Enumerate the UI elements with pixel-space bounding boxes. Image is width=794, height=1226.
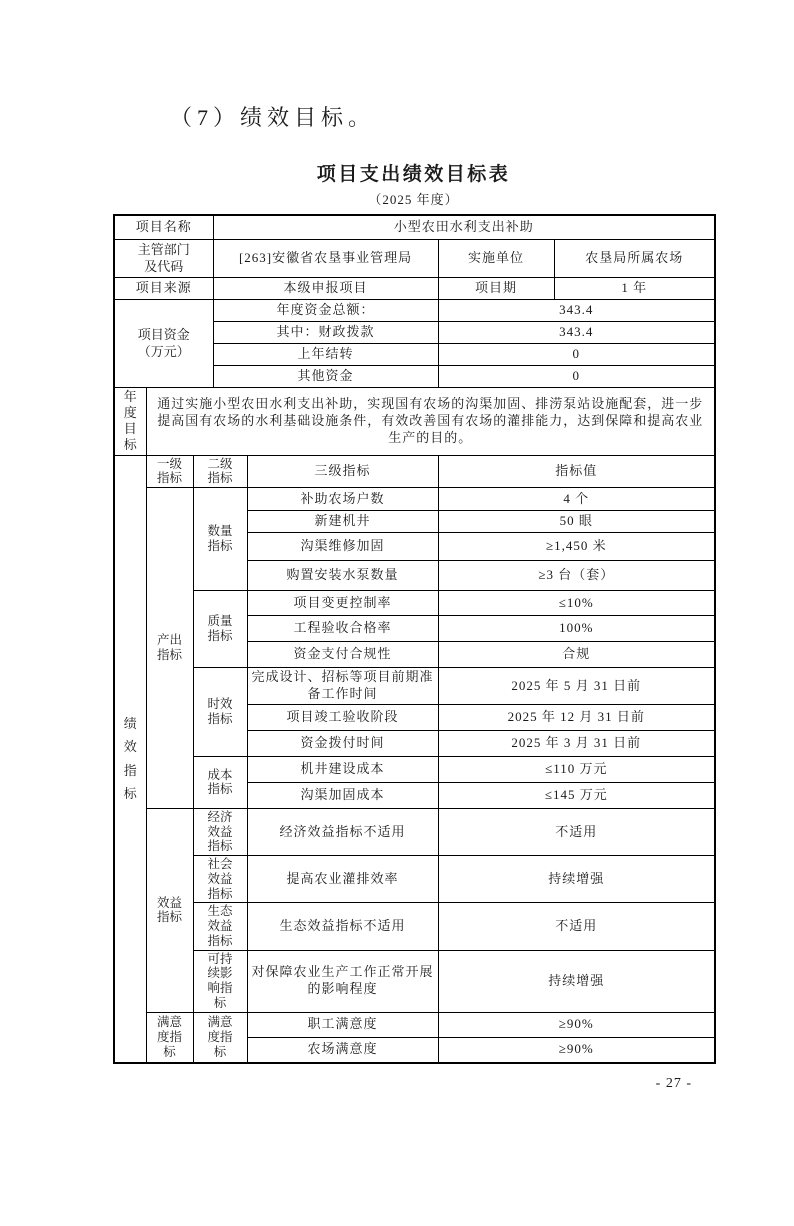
- level1-satisfaction: 满意度指标: [146, 1012, 193, 1063]
- project-period-value: 1 年: [554, 277, 715, 299]
- impl-unit-value: 农垦局所属农场: [554, 239, 715, 277]
- indicator-name: 提高农业灌排效率: [247, 856, 438, 903]
- indicator-name: 项目竣工验收阶段: [247, 704, 438, 730]
- indicator-name: 经济效益指标不适用: [247, 808, 438, 855]
- indicator-value: ≤10%: [438, 591, 715, 616]
- level2-social: 社会效益指标: [193, 856, 247, 903]
- document-body: [113, 159, 714, 1064]
- indicator-value: 100%: [438, 616, 715, 642]
- funds-carryover-value: 0: [438, 343, 715, 365]
- indicator-value: 持续增强: [438, 856, 715, 903]
- project-source-label: 项目来源: [114, 277, 213, 299]
- level1-benefit: 效益指标: [146, 808, 193, 1012]
- indicator-name: 工程验收合格率: [247, 616, 438, 642]
- indicator-value: 50 眼: [438, 511, 715, 533]
- level2-quality: 质量指标: [193, 591, 247, 668]
- level1-output: 产出指标: [146, 488, 193, 809]
- performance-target-table: [113, 214, 716, 1064]
- header-level2: 二级指标: [193, 455, 247, 488]
- indicator-value: ≥3 台（套）: [438, 561, 715, 591]
- indicator-value: 2025 年 3 月 31 日前: [438, 730, 715, 756]
- dept-label: 主管部门及代码: [114, 239, 213, 277]
- indicator-name: 农场满意度: [247, 1037, 438, 1063]
- funds-total-value: 343.4: [438, 299, 715, 321]
- indicator-value: ≤145 万元: [438, 782, 715, 808]
- indicator-name: 生态效益指标不适用: [247, 903, 438, 950]
- funds-total-label: 年度资金总额：: [213, 299, 438, 321]
- indicator-name: 沟渠加固成本: [247, 782, 438, 808]
- indicator-value: 4 个: [438, 488, 715, 511]
- indicator-name: 职工满意度: [247, 1012, 438, 1037]
- project-period-label: 项目期: [438, 277, 554, 299]
- table-title: 项目支出绩效目标表: [316, 164, 511, 185]
- header-level3: 三级指标: [247, 455, 438, 488]
- indicator-value: 不适用: [438, 808, 715, 855]
- header-level1: 一级指标: [146, 455, 193, 488]
- project-source-value: 本级申报项目: [213, 277, 438, 299]
- indicator-name: 资金拨付时间: [247, 730, 438, 756]
- level2-satisfaction: 满意度指标: [193, 1012, 247, 1063]
- impl-unit-label: 实施单位: [438, 239, 554, 277]
- table-subtitle: （2025 年度）: [368, 192, 459, 207]
- funds-fiscal-label: 其中：财政拨款: [213, 321, 438, 343]
- annual-goal-text: 通过实施小型农田水利支出补助，实现国有农场的沟渠加固、排涝泵站设施配套，进一步提高国有农场的水利基础设施条件，有效改善国有农场的灌排能力，达到保障和提高农业生产的目的。: [146, 387, 715, 455]
- page-number: - 27 -: [655, 1076, 692, 1092]
- indicator-name: 新建机井: [247, 511, 438, 533]
- dept-value: [263]安徽省农垦事业管理局: [213, 239, 438, 277]
- indicator-name: 资金支付合规性: [247, 642, 438, 668]
- indicator-name: 项目变更控制率: [247, 591, 438, 616]
- indicators-outer-label: 绩效指标: [114, 455, 146, 1063]
- indicator-value: ≥1,450 米: [438, 533, 715, 561]
- level2-time: 时效指标: [193, 668, 247, 757]
- indicator-value: ≥90%: [438, 1037, 715, 1063]
- indicator-name: 对保障农业生产工作正常开展的影响程度: [247, 950, 438, 1012]
- indicator-value: 2025 年 12 月 31 日前: [438, 704, 715, 730]
- funds-carryover-label: 上年结转: [213, 343, 438, 365]
- project-name-value: 小型农田水利支出补助: [213, 215, 715, 239]
- header-value: 指标值: [438, 455, 715, 488]
- indicator-value: 持续增强: [438, 950, 715, 1012]
- funds-other-label: 其他资金: [213, 365, 438, 387]
- indicator-name: 完成设计、招标等项目前期准备工作时间: [247, 668, 438, 705]
- funds-label: 项目资金（万元）: [114, 299, 213, 387]
- indicator-name: 补助农场户数: [247, 488, 438, 511]
- indicator-value: 2025 年 5 月 31 日前: [438, 668, 715, 705]
- level2-quantity: 数量指标: [193, 488, 247, 591]
- level2-sustain: 可持续影响指标: [193, 950, 247, 1012]
- indicator-value: 合规: [438, 642, 715, 668]
- funds-fiscal-value: 343.4: [438, 321, 715, 343]
- level2-ecological: 生态效益指标: [193, 903, 247, 950]
- indicator-name: 机井建设成本: [247, 756, 438, 782]
- section-heading: （7）绩效目标。: [170, 105, 376, 130]
- indicator-value: ≥90%: [438, 1012, 715, 1037]
- project-name-label: 项目名称: [114, 215, 213, 239]
- indicator-name: 沟渠维修加固: [247, 533, 438, 561]
- level2-cost: 成本指标: [193, 756, 247, 808]
- indicator-name: 购置安装水泵数量: [247, 561, 438, 591]
- indicator-value: ≤110 万元: [438, 756, 715, 782]
- level2-economic: 经济效益指标: [193, 808, 247, 855]
- funds-other-value: 0: [438, 365, 715, 387]
- indicator-value: 不适用: [438, 903, 715, 950]
- annual-goal-label: 年度目标: [114, 387, 146, 455]
